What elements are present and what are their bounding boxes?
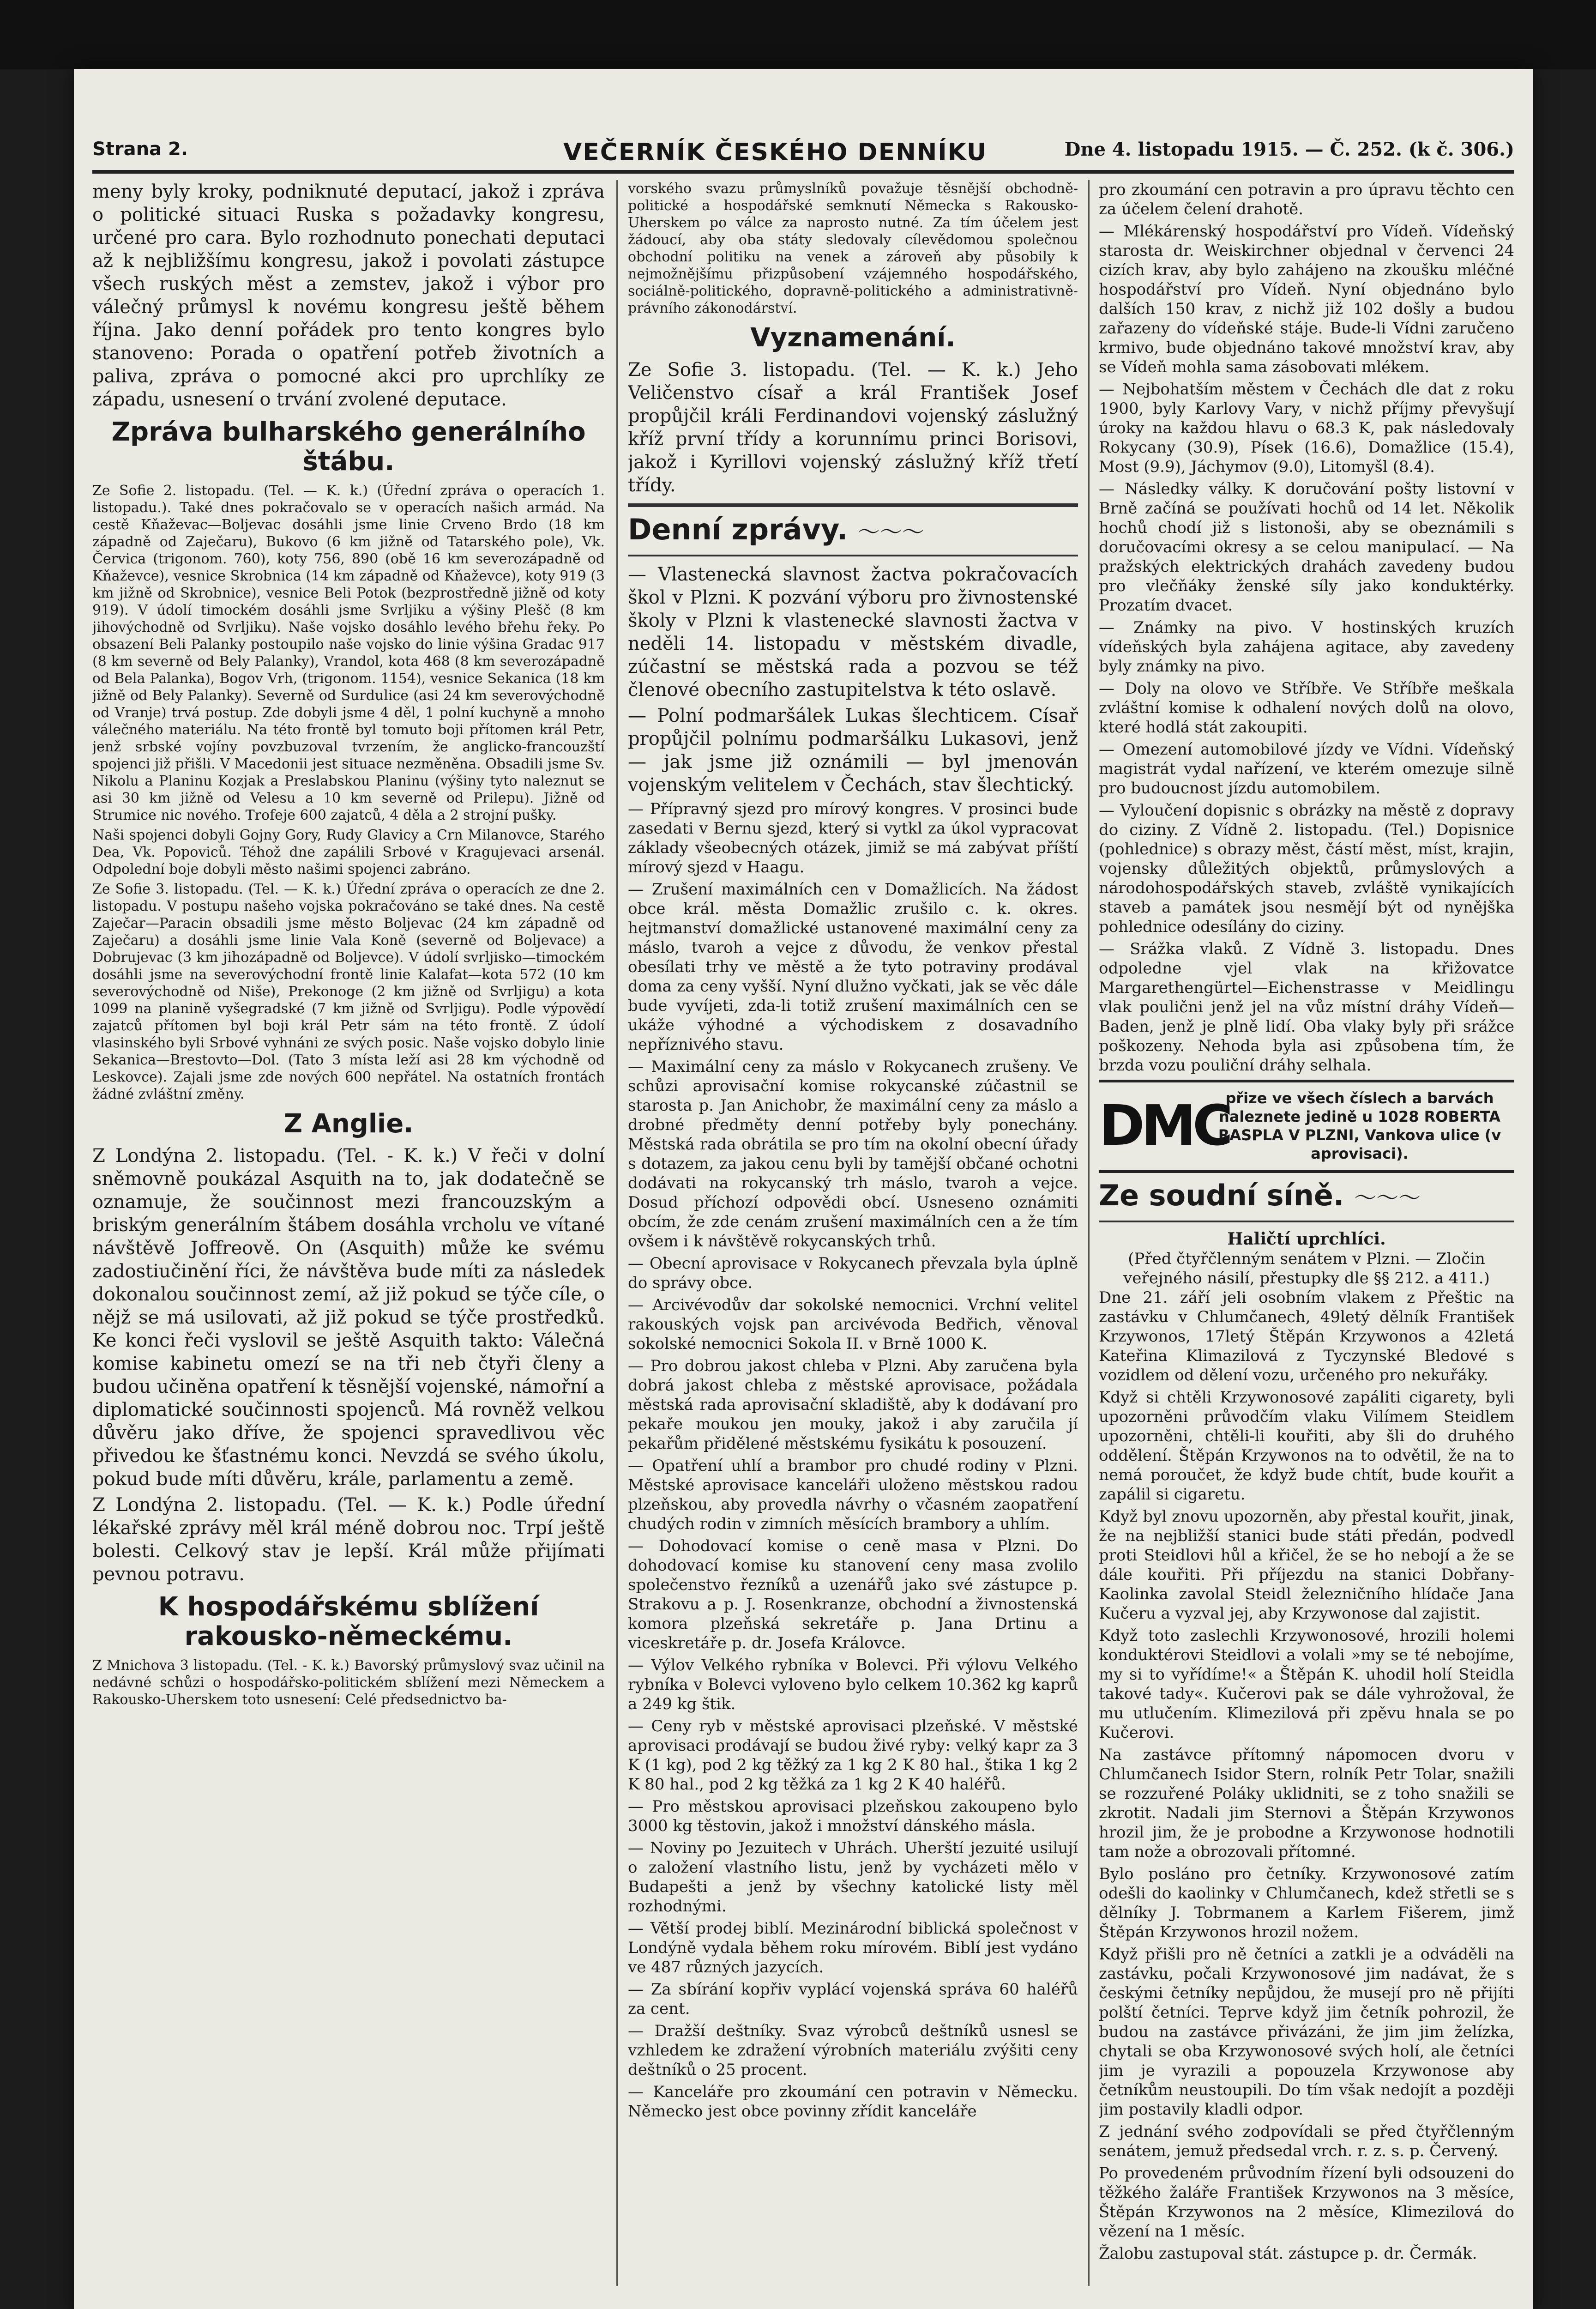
paragraph: Po provedeném průvodním řízení byli odsouzeni do těžkého žaláře František Krzywonos na 3 měsíce, Štěpán Krzywonos na 2 měsíce, Klimezilová do vězení na 1 měsíc. xyxy=(1099,2164,1514,2241)
paragraph: Žalobu zastupoval stát. zástupce p. dr. Čermák. xyxy=(1099,2244,1477,2263)
news-item: — Ceny ryb v městské aprovisaci plzeňské. V městské aprovisaci prodávají se budou živé ryby: velký kapr za 3 K (1 kg), pod 2 kg těžký za 1 kg 2 K 80 hal., štika 1 kg 2 K 80 hal., pod 2 kg těžká za 1 kg 2 K 40 haléřů. xyxy=(628,1717,1078,1794)
header-rule xyxy=(92,170,1514,174)
section-rule xyxy=(628,555,1078,556)
news-item: — Srážka vlaků. Z Vídně 3. listopadu. Dnes odpoledne vjel vlak na křižovatce Margarethengürtel—Eichenstrasse v Meidlingu vlak poulični jenž jel na vůz místní dráhy Vídeň—Baden, jenž je plně lidí. Oba vlaky byly při srážce poškozeny. Nehoda byla asi způsobena tím, že brzda vozu pouliční dráhy selhala. xyxy=(1099,940,1514,1075)
news-item: — Známky na pivo. V hostinských kruzích vídeňských byla zahájena agitace, aby zavedeny byly známky na pivo. xyxy=(1099,618,1514,676)
dateline: Dne 4. listopadu 1915. — Č. 252. (k č. 306.) xyxy=(1064,139,1514,160)
paragraph: Na zastávce přítomný nápomocen dvoru v Chlumčanech Isidor Stern, rolník Petr Tolar, snažili se rozzuřené Poláky uklidniti, se z toho snažili se zkrotit. Nadali jim Sternovi a Štěpán Krzywonos hrozil jim, že je probodne a Krzywonose hodnotili tam nože a obrozovali přítomné. xyxy=(1099,1746,1514,1861)
section-rule xyxy=(1099,1221,1514,1222)
news-item: — Pro dobrou jakost chleba v Plzni. Aby zaručena byla dobrá jakost chleba z městské aprovisace, požádala městská rada aprovisační skladiště, aby k dodávaní pro pekaře moukou jen mouky, jakož i aby zaručila jí pekařům přidělené městskému fysikátu k posouzení. xyxy=(628,1357,1078,1453)
news-item: — Mlékárenský hospodářství pro Vídeň. Vídeňský starosta dr. Weiskirchner objednal v červenci 24 cizích krav, aby bylo zahájeno na zkoušku mléčné hospodářství pro Vídeň. Nyní objednáno bylo dalších 150 krav, z nichž již 102 došly a budou zařazeny do vídeňské stáje. Bude-li Vídni zaručeno krmivo, bude objednáno takové množství krav, aby se Vídeň mohla sama zásobovati mlékem. xyxy=(1099,222,1514,376)
paragraph: Když toto zaslechli Krzywonosové, hrozili holemi konduktérovi Steidlovi a volali »my se té nebojíme, my si to vyřídíme!« a Štěpán K. uhodil holí Steidla takové tady«. Kučerovi pak se dále vyhrožoval, že mu utlučením. Klimezilová při zpěvu hnala se po Kučerovi. xyxy=(1099,1626,1514,1742)
paragraph: Bylo posláno pro četníky. Krzywonosové zatím odešli do kaolinky v Chlumčanech, kdež střetli se s dělníky J. Tobrmanem a Karlem Fišerem, jimž Štěpán Krzywonos hrozil nožem. xyxy=(1099,1865,1514,1941)
paragraph: Ze Sofie 2. listopadu. (Tel. — K. k.) (Úřední zpráva o operacích 1. listopadu.). Také dnes pokračovalo se v operacích našich armád. Na cestě Kňaževac—Boljevac dosáhli jsme linie Crveno Brdo (18 km západně od Zaječaru), Bukovo (6 km jižně od Tatarského pole), Vk. Červica (trigonom. 760), koty 756, 890 (obě 16 km severozápadně od Kňaževce), vesnice Skrobnica (14 km západně od Kňaževce), koty 919 (3 km jižně od Skrobnice), vesnice Beli Potok (bezprostředně jižně od koty 919). V údolí timockém dosáhli jsme Svrljiku a výšiny Plešč (8 km jihovýchodně od Svrljiku). Naše vojsko dosáhlo levého břehu řeky. Po obsazení Beli Palanky postoupilo naše vojsko do linie výšina Gradac 917 (8 km severně od Bely Palanky), Vrandol, kota 468 (8 km severozápadně od Bela Palanka), Bogov Vrh, (trigonom. 1154), vesnice Sekanica (18 km jižně od Bely Palanky). Severně od Surdulice (asi 24 km severovýchodně od Vranje) trvá postup. Zde dobyli jsme 4 děl, 1 polní kuchyně a mnoho válečného materiálu. Na této frontě byl tomuto boji přítomen král Petr, jenž srbské vojíny povzbuzoval tvrzením, že anglicko-francouzští spojenci již přišli. V Macedonii jest situace nezměněna. Obsadili jsme Sv. Nikolu a Planinu Kozjak a Preslabskou Planinu (výšiny tyto naleznut se asi 30 km jižně od Velesu a 10 km severně od Prilepu). Jižně od Strumice nic nového. Trofeje 600 zajatců, 4 děla a 2 strojní pušky. xyxy=(92,483,605,823)
headline-bulgarian-report: Zpráva bulharského generálního štábu. xyxy=(111,417,586,477)
page-header xyxy=(92,139,1514,171)
paragraph: Z Londýna 2. listopadu. (Tel. - K. k.) V řeči v dolní sněmovně poukázal Asquith na to, jak dodatečně se oznamuje, že součinnost mezi francouzským a briským generálním štábem dosáhla vrcholu ve vítané návštěvě Joffreově. On (Asquith) může ke svému zadostiučinění říci, že návštěva bude míti za následek dokonalou součinnost zemí, až již pokud se týče cíle, o nějž se má usilovati, až již pokud se týče prostředků. Ke konci řeči vyslovil se ještě Asquith takto: Válečná komise kabinetu omezí se na tři neb čtyři členy a budou učiněna opatření k těsnější vojenské, námořní a diplomatické součinnosti spojenců. Má rovněž velkou důvěru jako dříve, že spojenci spravedlivou věc přivedou ke šťastnému konci. Nevzdá se svého úkolu, pokud bude míti důvěru, krále, parlamentu a země. xyxy=(92,1145,605,1490)
news-item: — Pro městskou aprovisaci plzeňskou zakoupeno bylo 3000 kg těstovin, jakož i množství dánského másla. xyxy=(628,1797,1078,1835)
news-item: — Přípravný sjezd pro mírový kongres. V prosinci bude zasedati v Bernu sjezd, který si vytkl za úkol vypracovat základy všeobecných otázek, jimiž se má zabývat příští mírový sjezd v Haagu. xyxy=(628,800,1078,876)
news-item: — Zrušení maximálních cen v Domažlicích. Na žádost obce král. města Domažlic zrušilo c. k. okres. hejtmanství domažlické ustanovené maximální ceny za máslo, tvaroh a vejce z důvodu, že venkov přestal obesílati trhy ve městě a že tyto potraviny prodával doma za ceny vyšší. Nyní dlužno vyčkati, jak se věc dále bude vyvíjeti, zda-li totiž zrušení maximálních cen se ukáže výhodné a východiskem z dosavadního nepříznivého stavu. xyxy=(628,880,1078,1054)
paragraph: Když přišli pro ně četníci a zatkli je a odváděli na zastávku, počali Krzywonosové jim nadávat, že s českými četníky nepůjdou, že musejí pro ně přijíti polští četníci. Teprve když jim četník pohrozil, že budou na zastávce přivázáni, že jim jim želízka, chytali se oba Krzywonosové svých holí, ale četníci jim je vyrazili a popouzela Krzywonose aby četníkům neustoupili. Do tím však nedojít a později jim postavily kladli odpor. xyxy=(1099,1945,1514,2119)
film-frame-border xyxy=(0,0,1596,69)
news-item: — Vlastenecká slavnost žactva pokračovacích škol v Plzni. K pozvání výboru pro živnostenské školy v Plzni k vlastenecké slavnosti žactva v neděli 14. listopadu v městském divadle, zúčastní se městská rada a pozvou se též členové obecního zastupitelstva k této oslavě. xyxy=(628,564,1078,701)
headline-decorations: Vyznamenání. xyxy=(750,323,956,353)
column-3 xyxy=(1099,180,1514,2286)
page-number: Strana 2. xyxy=(92,139,188,160)
news-item: — Maximální ceny za máslo v Rokycanech zrušeny. Ve schůzi aprovisační komise rokycanské zúčastnil se starosta p. Jan Anichobr, že maximální ceny za máslo a drobné předměty denní potřeby byly ponechány. Městská rada obrátila se pro tím na okolní obecní úřady s dotazem, za jakou cenu byli by tamější občané ochotni dodávati na rokycanský trh máslo, tvaroh a vejce. Dosud příchozí odpovědi obcí. Usneseno oznámiti obcím, že zde cenám zrušení maximálních cen a že tím ovšem i k návštěvě rokycanských trhů. xyxy=(628,1058,1078,1251)
paragraph: Ze Sofie 3. listopadu. (Tel. — K. k.) Úřední zpráva o operacích ze dne 2. listopadu. V postupu našeho vojska pokračováno se také dnes. Na cestě Zaječar—Paracin obsadili jsme město Boljevac (24 km západně od Zaječaru) a dosáhli jsme linie Vala Koně (severně od Boljevace) a Dobrujevac (3 km jihozápadně od Boljevce). V údolí svrljisko—timockém dosáhli jsme na severovýchodní frontě linie Kalafat—kota 572 (10 km severovýchodně od Niše), Prekonoge (2 km jižně od Svrljigu) a kota 1099 na planině vyšegradské (7 km jižně od Svrljigu). Podle výpovědí zajatců přítomen byl boji král Petr sám na této frontě. Z údolí vlasinského byli Srbové vyhnáni ze svých posic. Naše vojsko dobylo linie Sekanica—Brestovto—Dol. (Tato 3 místa leží asi 28 km východně od Leskovce). Zajali jsme zde nových 600 nepřátel. Na ostatních frontách žádné zvláštní změny. xyxy=(92,881,605,1102)
column-2 xyxy=(628,180,1078,2286)
news-item: — Výlov Velkého rybníka v Bolevci. Při výlovu Velkého rybníka v Bolevci vyloveno bylo celkem 10.362 kg kaprů a 249 kg štik. xyxy=(628,1656,1078,1713)
news-item: — Opatření uhlí a brambor pro chudé rodiny v Plzni. Městské aprovisace kanceláři uloženo městskou radou plzeňskou, aby provedla návrhy o včasném zaopatření chudých rodin v zimních měsících brambory a uhlím. xyxy=(628,1457,1078,1533)
paragraph: Z Mnichova 3 listopadu. (Tel. - K. k.) Bavorský průmyslový svaz učinil na nedávné schůzi o hospodářsko-politickém sblížení mezi Německem a Rakousko-Uherskem toto usnesení: Celé předsednictvo ba- xyxy=(92,1657,605,1708)
column-divider xyxy=(1088,180,1090,2286)
subheadline: Haličtí uprchlíci. xyxy=(1227,1229,1386,1249)
news-item: — Dražší deštníky. Svaz výrobců deštníků usnesl se vzhledem ke zdražení výrobních materiálu zvýšiti ceny deštníků o 25 procent. xyxy=(628,2022,1078,2079)
paragraph: Dne 21. září jeli osobním vlakem z Přeštic na zastávku v Chlumčanech, 49letý dělník František Krzywonos, 17letý Štěpán Krzywonos a 42letá Kateřina Klimazilová z Tyczynské Bledové s vozidlem od dělení vozu, určeného pro nekuřáky. xyxy=(1099,1288,1514,1384)
headline-court: Ze soudní síně. ～～～ xyxy=(1099,1179,1421,1212)
column-divider xyxy=(616,180,618,2286)
advertisement xyxy=(1099,1080,1514,1173)
ad-text: přize ve všech číslech a barvách naleznete jedině u 1028 ROBERTA RASPLA V PLZNI, Vankova ulice (v aprovisaci). xyxy=(1218,1089,1501,1162)
section-rule xyxy=(628,503,1078,507)
news-item: — Arcivévodův dar sokolské nemocnici. Vrchní velitel rakouských vojsk pan arcivévoda Bedřich, věnoval sokolské nemocnici Sokola II. v Brně 1000 K. xyxy=(628,1296,1078,1353)
article-intro: meny byly kroky, podniknuté deputací, jakož i zpráva o politické situaci Ruska s požadavky kongresu, určené pro cara. Bylo rozhodnuto ponechati deputaci až k nejbližšímu kongresu, jakož i povolati zástupce všech ruských měst a zemstev, jakož i výbor pro válečný průmysl k novému kongresu ještě během října. Jako denní pořádek pro tento kongres bylo stanoveno: Porada o opatření potřeb životních a paliva, zpráva o pomocné akci pro uprchlíky ze západu, usnesení o trvání zvolené deputace. xyxy=(92,181,605,410)
paragraph: Ze Sofie 3. listopadu. (Tel. — K. k.) Jeho Veličenstvo císař a král František Josef propůjčil králi Ferdinandovi vojenský záslužný kříž první třídy a korunnímu princi Borisovi, jakož i Kyrillovi vojenský záslužný kříž třetí třídy. xyxy=(628,359,1078,496)
news-item: — Doly na olovo ve Stříbře. Ve Stříbře meškala zvláštní komise k odhalení nových dolů na olovo, které hodlá stát zakoupiti. xyxy=(1099,679,1514,737)
headline-economic-rapprochement: K hospodářskému sblížení rakousko-německému. xyxy=(158,1592,539,1651)
masthead-title: VEČERNÍK ČESKÉHO DENNÍKU xyxy=(563,139,988,166)
headline-daily-news: Denní zprávy. ～～～ xyxy=(628,513,924,546)
news-item: — Kanceláře pro zkoumání cen potravin v Německu. Německo jest obce povinny zřídit kanceláře xyxy=(628,2083,1078,2121)
news-item: — Následky války. K doručování pošty listovní v Brně začíná se používati hochů od 14 let. Několik hochů chodí již s listonoši, aby se obeznámili s doručovacími okresy a se celou manipulací. — Na pražských elektrických drahách zavedeny budou pro vlečňáky ženské síly jako konduktérky. Prozatím dvacet. xyxy=(1099,480,1514,615)
paragraph: Z Londýna 2. listopadu. (Tel. — K. k.) Podle úřední lékařské zprávy měl král méně dobrou noc. Trpí ještě bolesti. Celkový stav je lepší. Král může přijímati pevnou potravu. xyxy=(92,1494,605,1585)
paragraph: vorského svazu průmyslníků považuje těsnější obchodně-politické a hospodářské semknutí Německa s Rakousko-Uherskem po válce za naprosto nutné. Za tím účelem jest žádoucí, aby oba státy sledovaly cílevědomou společnou obchodní politiku na venek a zároveň aby působily k nejmožnějšímu přizpůsobení vzájemného hospodářského, sociálně-politického, dopravně-politického a administrativně-právního zákonodárství. xyxy=(628,181,1078,316)
paragraph: Z jednání svého zodpovídali se před čtyřčlenným senátem, jemuž předsedal vrch. r. z. s. p. Červený. xyxy=(1099,2122,1514,2160)
paragraph: pro zkoumání cen potravin a pro úpravu těchto cen za účelem čelení drahotě. xyxy=(1099,181,1514,218)
news-item: — Noviny po Jezuitech v Uhrách. Uherští jezuité usilují o založení vlastního listu, jenž by vycházeti mělo v Budapešti a jenž by všechny katolické listy měl rozhodnými. xyxy=(628,1839,1078,1916)
paragraph: Když si chtěli Krzywonosové zapáliti cigarety, byli upozorněni průvodčím vlaku Vilímem Steidlem upozorněni, chtěli-li kouřiti, aby šli do druhého oddělení. Štěpán Krzywonos na to odvětil, že na to nemá poroučet, že když bude chtít, bude kouřit a zapálil si cigaretu. xyxy=(1099,1388,1514,1504)
news-item: — Polní podmaršálek Lukas šlechticem. Císař propůjčil polnímu podmaršálku Lukasovi, jenž — jak jsme již oznámili — byl jmenován vojenským velitelem v Čechách, stav šlechtický. xyxy=(628,705,1078,796)
paragraph: Naši spojenci dobyli Gojny Gory, Rudy Glavicy a Crn Milanovce, Starého Dea, Vk. Popoviců. Téhož dne zapálili Srbové v Kragujevaci arsenál. Odpolední boje dobyli město našimi spojenci zabráno. xyxy=(92,827,605,877)
column-1 xyxy=(92,180,605,2286)
headline-england: Z Anglie. xyxy=(283,1109,414,1139)
news-item: — Větší prodej biblí. Mezinárodní biblická společnost v Londýně vydala během roku mírovém. Biblí jest vydáno ve 487 různých jazycích. xyxy=(628,1919,1078,1977)
news-item: — Vyloučení dopisnic s obrázky na městě z dopravy do ciziny. Z Vídně 2. listopadu. (Tel.) Dopisnice (pohlednice) s obrazy měst, částí měst, míst, krajin, vojensky důležitých objektů, průmyslových a národohospodářských staveb, zvláště vynikajících staveb a památek jsou nesmějí být od nynějška pohlednice odesílány do ciziny. xyxy=(1099,801,1514,936)
news-item: — Omezení automobilové jízdy ve Vídni. Vídeňský magistrát vydal nařízení, ve kterém omezuje silně pro budoucnost jízdu automobilem. xyxy=(1099,740,1514,798)
news-item: — Dohodovací komise o ceně masa v Plzni. Do dohodovací komise ku stanovení ceny masa zvolilo společenstvo řezníků a uzenářů jako své zástupce p. Strakovu a p. J. Rosenkranze, obchodní a živnostenská komora plzeňská sekretáře p. Jana Drtinu a viceskretáře p. dr. Josefa Královce. xyxy=(628,1537,1078,1652)
news-item: — Za sbírání kopřiv vyplácí vojenská správa 60 haléřů za cent. xyxy=(628,1980,1078,2018)
ad-logo: DMC xyxy=(1099,1094,1230,1158)
subheadline-note: (Před čtyřčlenným senátem v Plzni. — Zločin veřejného násilí, přestupky dle §§ 212. a 411.) xyxy=(1123,1250,1490,1287)
news-item: — Obecní aprovisace v Rokycanech převzala byla úplně do správy obce. xyxy=(628,1254,1078,1292)
news-item: — Nejbohatším městem v Čechách dle dat z roku 1900, byly Karlovy Vary, v nichž příjmy převyšují úroky na každou hlavu o 68.3 K, pak následovaly Rokycany (30.9), Písek (16.6), Domažlice (15.4), Most (9.9), Jáchymov (9.0), Litomyšl (8.4). xyxy=(1099,380,1514,476)
paragraph: Když byl znovu upozorněn, aby přestal kouřit, jinak, že na nejbližší stanici bude státi předán, podvedl proti Steidlovi hůl a křičel, že se ho nebojí a že se dále kouřiti. Při příjezdu na stanici Dobřany-Kaolinka zavolal Steidl železničního hlídače Jana Kučeru a vyzval jej, aby Krzywonose dal zajistit. xyxy=(1099,1507,1514,1623)
